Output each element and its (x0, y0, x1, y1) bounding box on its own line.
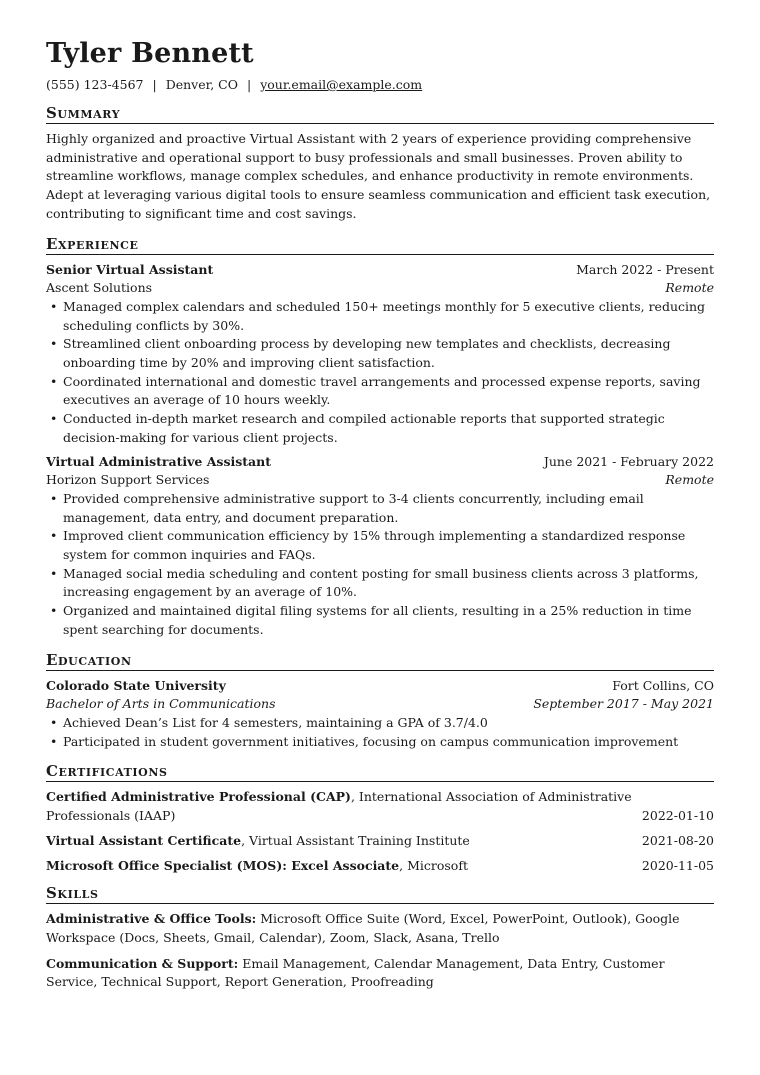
list-item: • Organized and maintained digital filing systems for all clients, resulting in a 25% reduction in time spent searching for documents. (46, 602, 714, 639)
education-entry (46, 677, 714, 752)
certification-entry (46, 788, 714, 825)
job-bullets (46, 298, 714, 448)
certification-date: 2022-01-10 (641, 808, 714, 824)
skill-label: Communication & Support: (46, 955, 239, 971)
list-item: • Provided comprehensive administrative support to 3-4 clients concurrently, including email management, data entry, and document preparation. (46, 490, 714, 527)
skill-group (46, 955, 714, 992)
school-row (46, 677, 714, 696)
certification-text (46, 857, 468, 876)
contact-separator: | (247, 77, 252, 92)
list-item: • Managed complex calendars and scheduled 150+ meetings monthly for 5 executive clients, reducing scheduling conflicts by 30%. (46, 298, 714, 335)
list-item: • Improved client communication efficiency by 15% through implementing a standardized response system for common inquiries and FAQs. (46, 527, 714, 564)
education-dates: September 2017 - May 2021 (533, 696, 714, 712)
skill-label: Administrative & Office Tools: (46, 911, 257, 927)
certifications-heading: Certifications (46, 762, 714, 782)
school-name: Colorado State University (46, 677, 226, 693)
list-item: • Managed social media scheduling and content posting for small business clients across 3 platforms, increasing engagement by an average of 10%. (46, 565, 714, 602)
candidate-name: Tyler Bennett (46, 38, 254, 69)
education-heading: Education (46, 651, 714, 671)
certification-date: 2021-08-20 (641, 832, 714, 848)
school-location: Fort Collins, CO (612, 677, 714, 693)
list-item: • Participated in student government initiatives, focusing on campus communication improvement (46, 733, 714, 752)
job-title: Virtual Administrative Assistant (46, 453, 272, 469)
job-dates: March 2022 - Present (576, 261, 714, 277)
certification-row (46, 832, 714, 851)
job-location: Remote (665, 472, 714, 488)
certification-name: Certified Administrative Professional (CAP) (46, 789, 351, 805)
job-location: Remote (665, 280, 714, 296)
job-company-row (46, 471, 714, 490)
degree-row (46, 695, 714, 714)
skill-text: Email Management, Calendar Management, Data Entry, Customer Service, Technical Support, Report Generation, Proofreading (46, 955, 665, 990)
skill-group (46, 910, 714, 947)
job-company-row (46, 279, 714, 298)
skills-heading: Skills (46, 884, 714, 904)
certification-row (46, 857, 714, 876)
certification-entry (46, 857, 714, 876)
list-item: • Streamlined client onboarding process by developing new templates and checklists, decreasing onboarding time by 20% and improving client satisfaction. (46, 335, 714, 372)
certification-date: 2020-11-05 (641, 857, 714, 873)
certification-name: Virtual Assistant Certificate (46, 832, 242, 848)
job-entry (46, 453, 714, 640)
certification-name: Microsoft Office Specialist (MOS): Excel Associate (46, 857, 400, 873)
skill-text: Microsoft Office Suite (Word, Excel, PowerPoint, Outlook), Google Workspace (Docs, Sheets, Gmail, Calendar), Zoom, Slack, Asana, Trello (46, 911, 680, 945)
degree: Bachelor of Arts in Communications (46, 696, 276, 712)
certification-text (46, 832, 470, 851)
list-item: • Achieved Dean’s List for 4 semesters, maintaining a GPA of 3.7/4.0 (46, 714, 714, 733)
certification-issuer: , Microsoft (399, 857, 468, 873)
job-dates: June 2021 - February 2022 (543, 453, 714, 469)
job-title: Senior Virtual Assistant (46, 261, 214, 277)
job-title-row (46, 261, 714, 280)
phone-number: (555) 123-4567 (46, 77, 144, 92)
certification-issuer: , Virtual Assistant Training Institute (241, 832, 470, 848)
contact-separator: | (152, 77, 157, 92)
list-item: • Conducted in-depth market research and compiled actionable reports that supported strategic decision-making for various client projects. (46, 410, 714, 447)
certification-issuer: , International Association of Administrative Professionals (IAAP) (46, 789, 632, 824)
job-bullets (46, 490, 714, 640)
job-company: Horizon Support Services (46, 472, 210, 488)
summary-heading: Summary (46, 104, 714, 124)
job-entry (46, 261, 714, 448)
email-link[interactable]: your.email@example.com (260, 77, 423, 92)
experience-heading: Experience (46, 235, 714, 255)
education-bullets (46, 714, 714, 751)
certification-entry (46, 832, 714, 851)
job-title-row (46, 453, 714, 472)
location: Denver, CO (165, 77, 238, 92)
list-item: • Coordinated international and domestic travel arrangements and processed expense reports, saving executives an average of 10 hours weekly. (46, 373, 714, 410)
contact-line (46, 77, 714, 93)
summary-text: Highly organized and proactive Virtual Assistant with 2 years of experience providing comprehensive administrative and operational support to busy professionals and small businesses. Proven ability to streamline workflows, manage complex schedules, and enhance productivity in remote environments. Adept at leveraging various digital tools to ensure seamless communication and efficient task execution, contributing to significant time and cost savings. (46, 131, 711, 221)
job-company: Ascent Solutions (46, 280, 153, 296)
